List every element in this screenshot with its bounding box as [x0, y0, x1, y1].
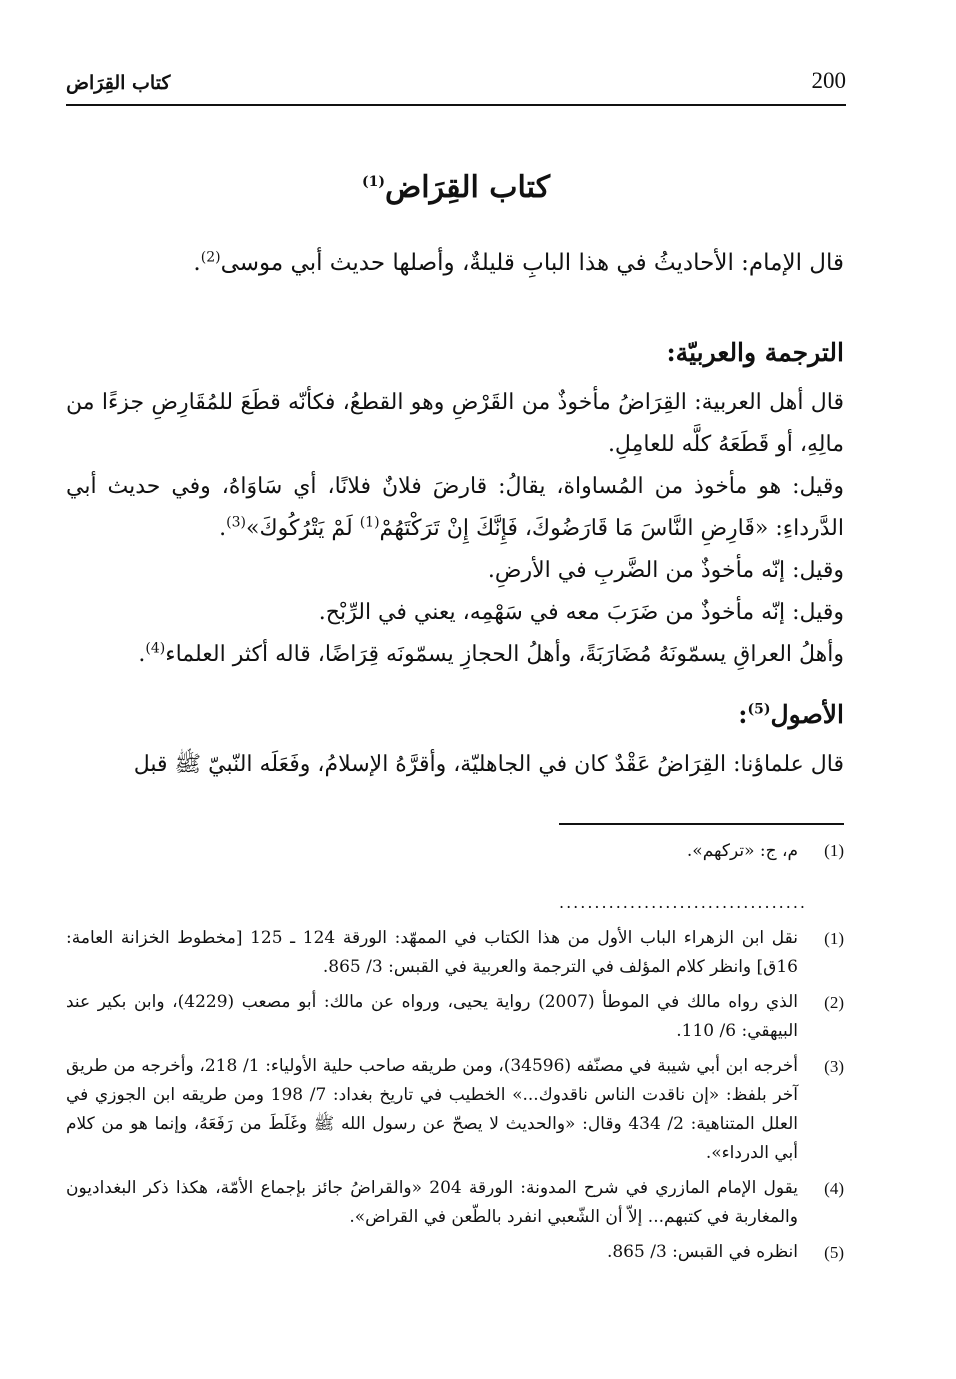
footnote-number: (3)	[824, 1057, 844, 1076]
text-note-number: (1)	[824, 841, 844, 860]
footnote-item	[66, 1174, 844, 1232]
chapter-title	[66, 170, 846, 205]
dotted-separator: ...................................	[559, 893, 808, 912]
intro-end: .	[193, 250, 201, 276]
footnote-number: (5)	[824, 1243, 844, 1262]
footnote-item	[66, 1052, 844, 1168]
page-header	[66, 68, 846, 102]
paragraph: قال علماؤنا: القِرَاضُ عَقْدٌ كان في الجاهليّة، وأقرَّهُ الإسلامُ، وفَعَلَه النّبيّ ﷺ قبل	[133, 752, 844, 777]
footnote-rule	[559, 823, 844, 825]
paragraph-end: .	[219, 516, 227, 541]
header-rule	[66, 104, 846, 106]
paragraph-text: لَمْ يَتْرُكُوكَ»	[246, 516, 360, 541]
paragraph: وقيل: إنّه مأخوذٌ من الضَّربِ في الأرضِ.	[487, 558, 844, 583]
footnote-ref: (2)	[200, 249, 221, 266]
footnote-text: الذي رواه مالك في الموطأ (2007) رواية يحيى، ورواه عن مالك: أبو مصعب (4229)، وابن بكير عند البيهقي: 6/ 110.	[66, 992, 798, 1041]
chapter-title-text: كتاب القِرَاض	[385, 170, 550, 205]
section-heading-principles	[738, 700, 844, 729]
footnote-text: انظره في القبس: 3/ 865.	[606, 1242, 798, 1262]
section-heading-text: الأصول	[770, 700, 844, 729]
footnote-text: يقول الإمام المازري في شرح المدونة: الورقة 204 «والقراضُ جائز بإجماع الأمّة، هكذا ذكر البغداديون والمغاربة في كتبهم... إلاّ أن الشّعبي انفرد بالطّعن في القراض».	[66, 1178, 798, 1227]
footnote-item	[66, 1238, 844, 1267]
text-note	[66, 836, 844, 866]
intro-paragraph	[66, 246, 844, 280]
footnote-item	[66, 988, 844, 1046]
footnote-text: أخرجه ابن أبي شيبة في مصنّفه (34596)، ومن طريقه صاحب حلية الأولياء: 1/ 218، وأخرجه من طريق آخر بلفظ: «إن ناقدت الناس ناقدوك...» الخطيب في تاريخ بغداد: 7/ 198 ومن طريقه ابن الجوزي في العلل المتناهية: 2/ 434 وقال: «والحديث لا يصحّ عن رسول الله ﷺ وغَلَطَ من رَفَعَهُ، وإنما هو من كلام أبي الدرداء».	[66, 1056, 798, 1163]
footnote-number: (1)	[824, 929, 844, 948]
section-heading-translation: الترجمة والعربيّة:	[666, 338, 844, 367]
section-heading-end: :	[738, 700, 748, 729]
paragraph: قال أهل العربية: القِرَاضُ مأخوذٌ من القَرْضِ وهو القطعُ، فكأنّه قطَعَ للمُقَارِضِ جزءًا من مالِهِ، أو قَطَعَهُ كلَّه للعامِلِ.	[66, 390, 844, 457]
footnote-ref: (5)	[747, 701, 771, 718]
footnote-item	[66, 924, 844, 982]
footnote-ref: (1)	[359, 514, 380, 531]
text-note-row	[66, 836, 844, 866]
intro-text: قال الإمام: الأحاديثُ في هذا البابِ قليلةٌ، وأصلها حديث أبي موسى	[220, 250, 844, 276]
footnote-number: (2)	[824, 993, 844, 1012]
footnotes-list	[66, 924, 844, 1273]
footnote-ref: (4)	[145, 640, 166, 657]
paragraph-text: وأهلُ العراقِ يسمّونَهُ مُضَارَبَةً، وأهلُ الحجازِ يسمّونَه قِرَاضًا، قاله أكثر العلماء	[165, 642, 844, 667]
text-note-text: م، ج: «تركهم».	[686, 841, 798, 861]
footnote-ref: (3)	[226, 514, 247, 531]
footnote-text: نقل ابن الزهراء الباب الأول من هذا الكتاب في الممهّد: الورقة 124 ـ 125 [مخطوط الخزانة العامة: 16ق] وانظر كلام المؤلف في الترجمة والعربية في القبس: 3/ 865.	[66, 928, 798, 977]
section-body-translation	[66, 382, 844, 676]
page-number: 200	[811, 68, 846, 93]
section-body-principles	[66, 744, 844, 786]
running-title: كتاب القِرَاض	[66, 72, 171, 94]
paragraph-end: .	[138, 642, 146, 667]
footnote-ref: (1)	[362, 174, 385, 190]
paragraph: وقيل: إنّه مأخوذٌ من ضَرَبَ معه في سَهْمِه، يعني في الرِّبْح.	[318, 600, 844, 625]
footnote-number: (4)	[824, 1179, 844, 1198]
paragraph-text: وقيل: هو مأخوذ من المُساواة، يقالُ: قارضَ فلانٌ فلانًا، أي سَاوَاهُ، وفي حديث أبي الدَّرداءِ: «قَارِضِ النَّاسَ مَا قَارَضُوكَ، فَإِنَّكَ إِنْ تَرَكْتَهُمْ	[66, 474, 844, 541]
paragraph	[66, 466, 844, 550]
paragraph	[66, 634, 844, 676]
